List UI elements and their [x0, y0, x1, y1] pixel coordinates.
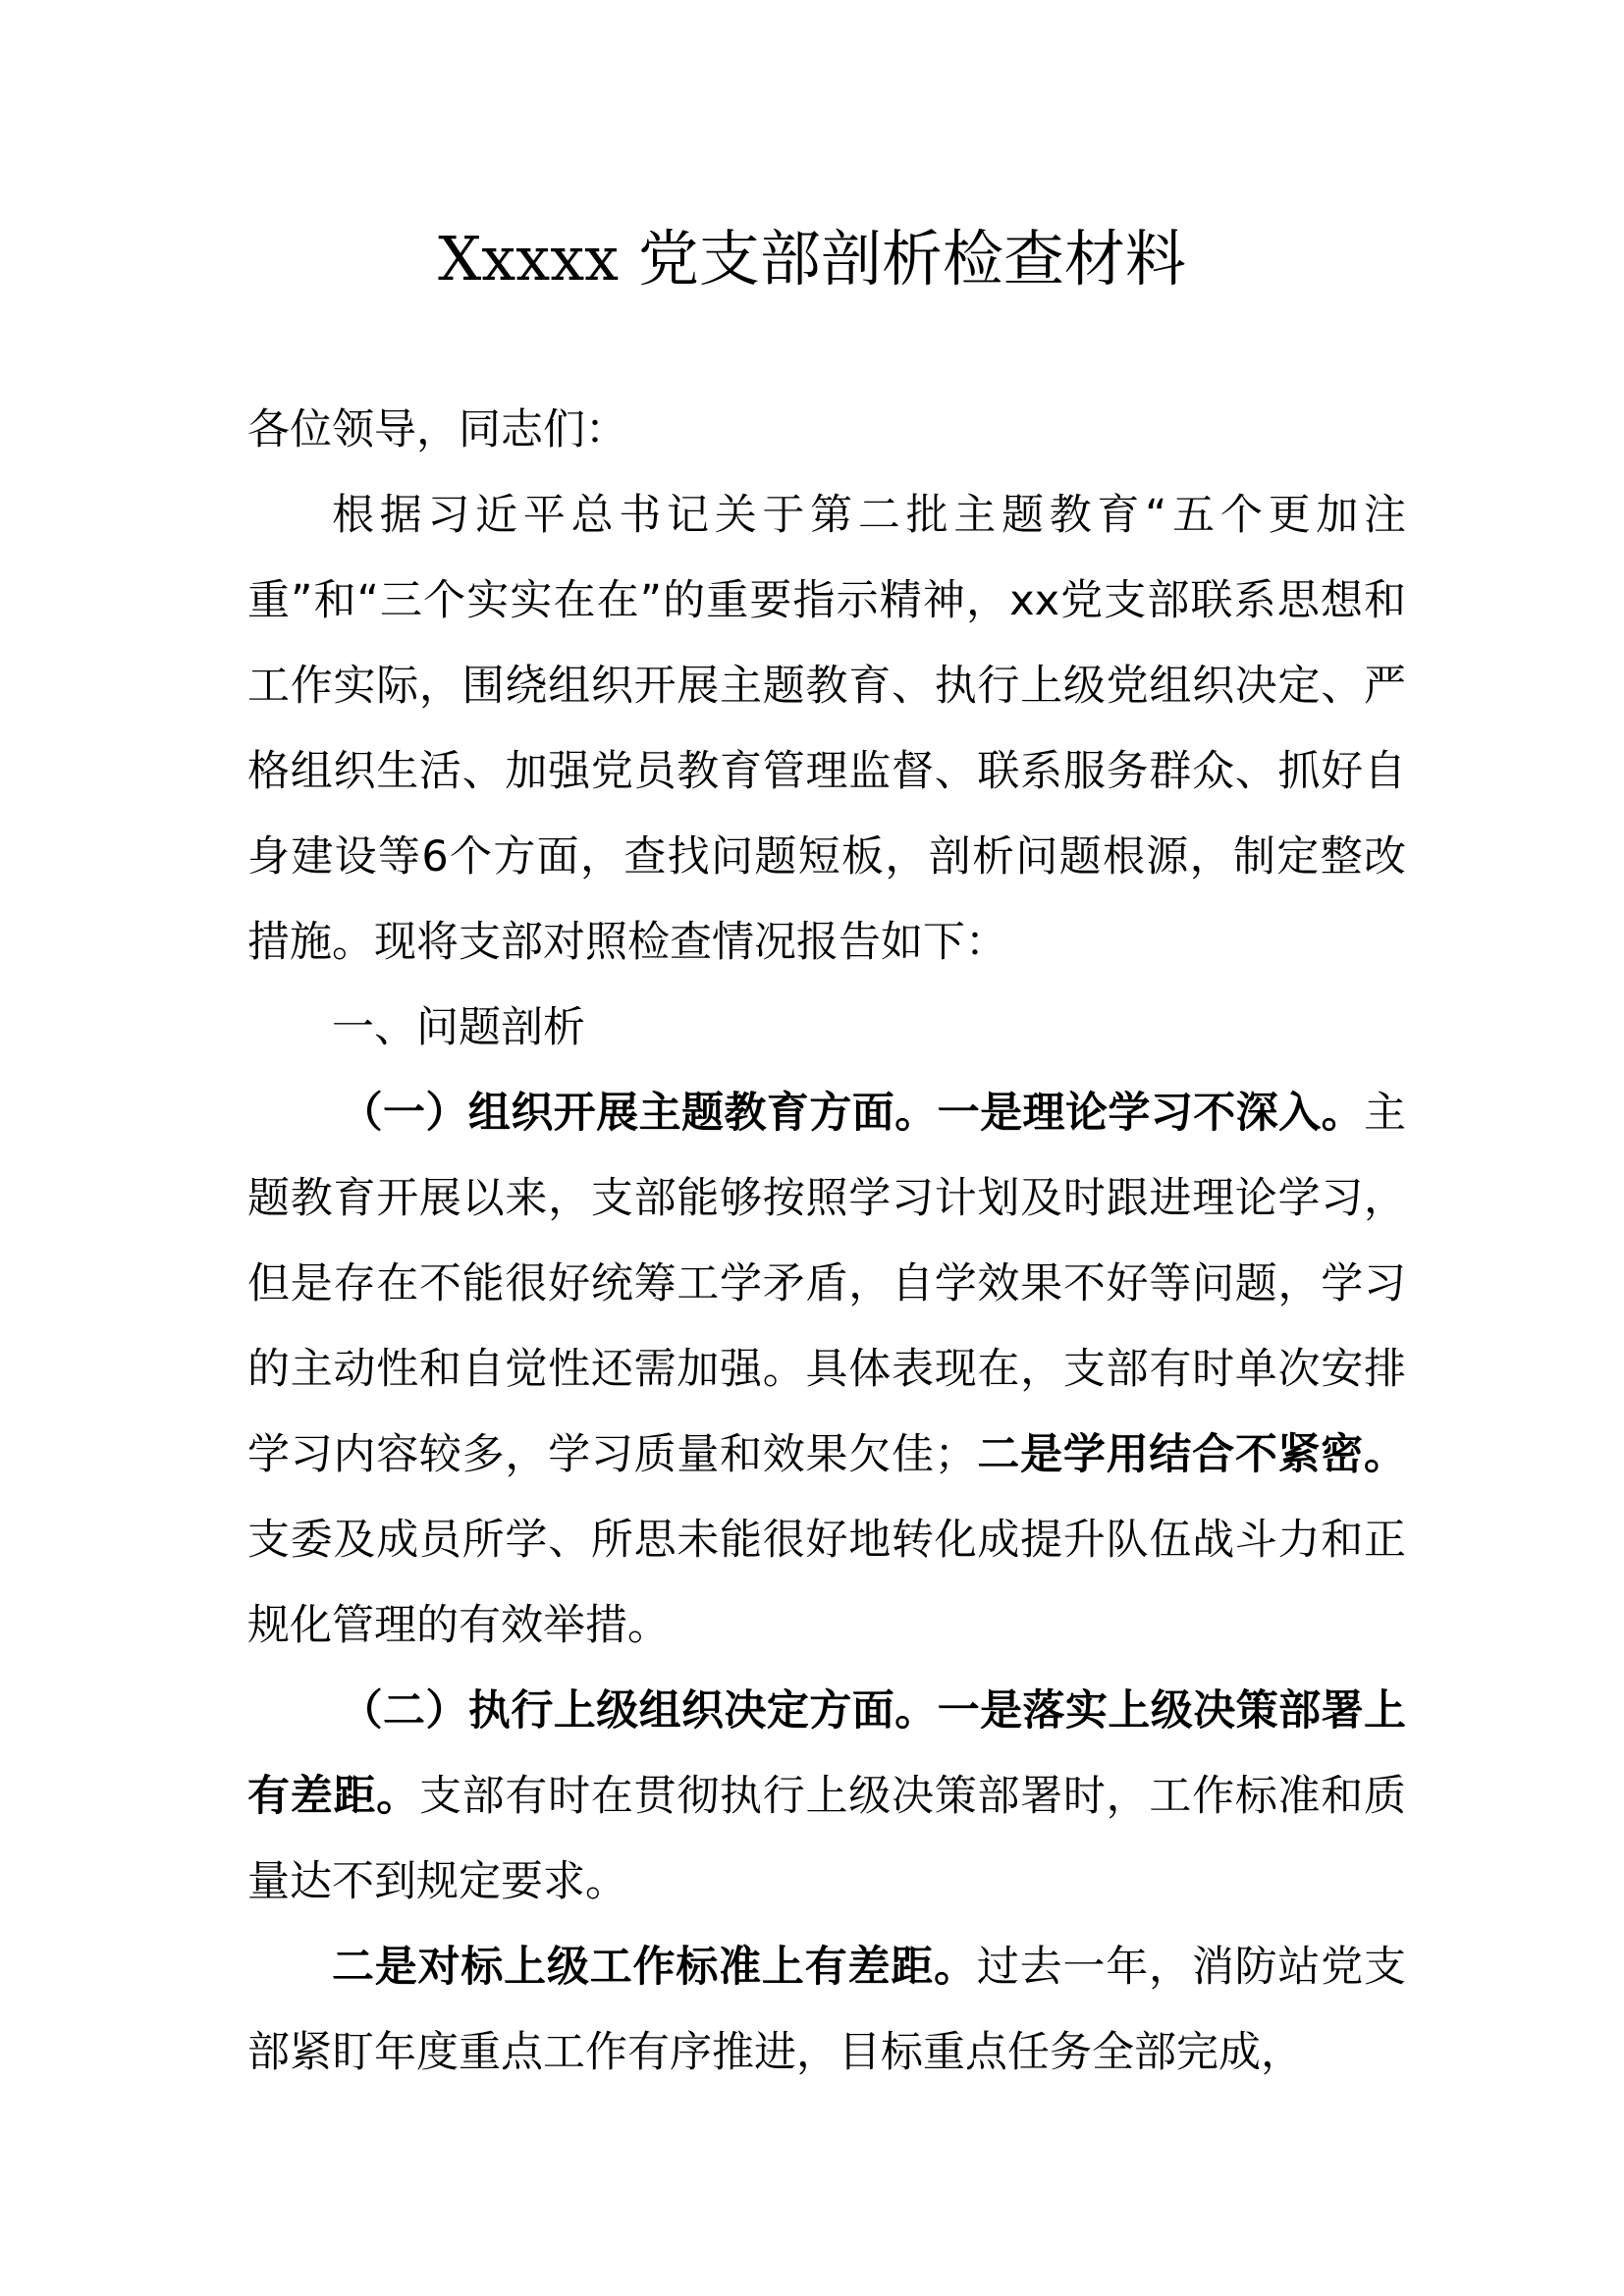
intro-paragraph: 根据习近平总书记关于第二批主题教育“五个更加注重”和“三个实实在在”的重要指示精神，xx党支部联系思想和工作实际，围绕组织开展主题教育、执行上级党组织决定、严格组织生活、加强党员教育管理监督、联系服务群众、抓好自身建设等6个方面，查找问题短板，剖析问题根源，制定整改措施。现将支部对照检查情况报告如下： [247, 491, 1406, 967]
item-2-paragraph [247, 1669, 1406, 1925]
item-1-heading: （一）组织开展主题教育方面。 [340, 1089, 938, 1138]
item-1-paragraph [247, 1071, 1406, 1669]
item-1-point-1-title: 一是理论学习不深入。 [937, 1089, 1365, 1138]
item-2-point-1-text: 支部有时在贯彻执行上级决策部署时，工作标准和质量达不到规定要求。 [247, 1772, 1407, 1906]
item-1-point-2-title: 二是学用结合不紧密。 [976, 1430, 1407, 1479]
salutation: 各位领导，同志们： [247, 405, 627, 454]
item-2-point-2-title: 二是对标上级工作标准上有差距。 [332, 1943, 977, 1992]
item-2-point-2-text: 过去一年，消防站党支部紧盯年度重点工作有序推进，目标重点任务全部完成， [247, 1943, 1406, 2077]
page-title: Xxxxx 党支部剖析检查材料 [438, 223, 1186, 294]
item-2-heading: （二）执行上级组织决定方面。 [340, 1686, 938, 1735]
document-body [247, 388, 1406, 2096]
item-1-point-1-text: 主题教育开展以来，支部能够按照学习计划及时跟进理论学习，但是存在不能很好统筹工学矛盾，自学效果不好等问题，学习的主动性和自觉性还需加强。具体表现在，支部有时单次安排学习内容较多，学习质量和效果欠佳； [247, 1089, 1407, 1479]
section-heading: 一、问题剖析 [332, 1003, 585, 1052]
item-2-point-1-title: 一是落实上级决策部署上有差距。 [247, 1686, 1407, 1821]
item-2-point-2-paragraph [247, 1925, 1406, 2096]
item-1-point-2-text: 支委及成员所学、所思未能很好地转化成提升队伍战斗力和正规化管理的有效举措。 [247, 1516, 1406, 1650]
